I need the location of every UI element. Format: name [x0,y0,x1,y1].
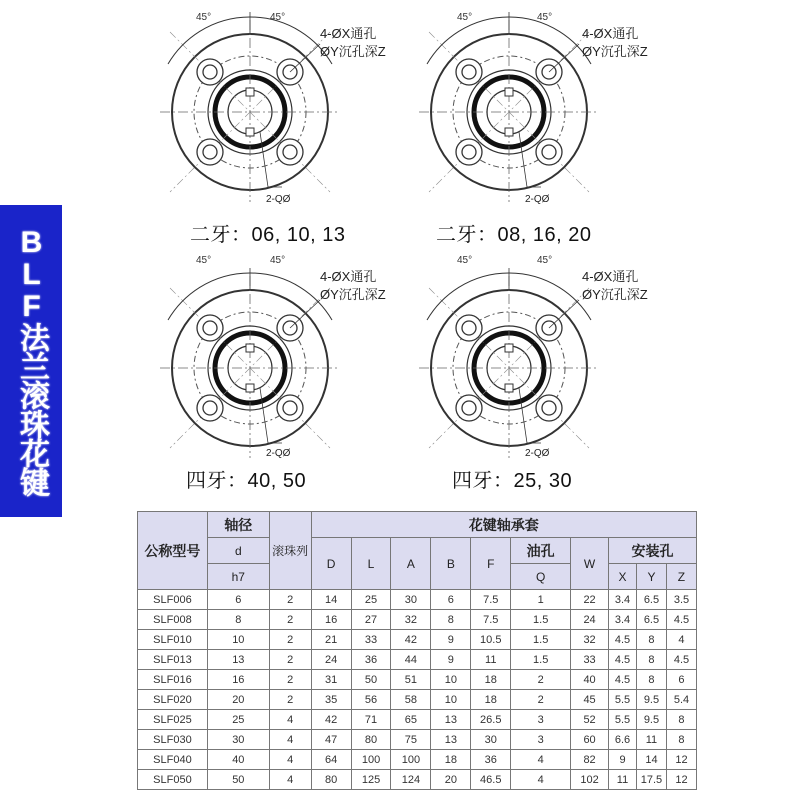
cell-rows: 4 [269,750,311,770]
cell-F: 18 [471,690,511,710]
cell-Q: 1 [511,590,571,610]
cell-Q: 1.5 [511,630,571,650]
spec-table [137,511,697,790]
cell-d: 30 [207,730,269,750]
cell-rows: 2 [269,610,311,630]
cell-F: 7.5 [471,610,511,630]
header-W: W [571,538,609,590]
banner-title: BLF法兰滚珠花键 [15,226,48,496]
cell-B: 18 [431,750,471,770]
cell-W: 24 [571,610,609,630]
cell-d: 8 [207,610,269,630]
cell-L: 56 [351,690,391,710]
cell-W: 102 [571,770,609,790]
cell-F: 36 [471,750,511,770]
cell-D: 80 [311,770,351,790]
header-rows: 滚珠列 [269,512,311,590]
flange-diagram-2 [419,12,648,205]
cell-Y: 17.5 [636,770,666,790]
cell-A: 65 [391,710,431,730]
cell-A: 32 [391,610,431,630]
angle-label-left: 45° [457,12,473,23]
cell-X: 4.5 [609,650,637,670]
cell-B: 9 [431,650,471,670]
cell-Q: 4 [511,770,571,790]
cell-W: 82 [571,750,609,770]
through-hole-label: 4-ØX通孔 [582,26,639,41]
cell-F: 26.5 [471,710,511,730]
cell-B: 20 [431,770,471,790]
cell-L: 125 [351,770,391,790]
cell-d: 13 [207,650,269,670]
cell-A: 124 [391,770,431,790]
table-row [138,690,697,710]
cell-B: 8 [431,610,471,630]
through-hole-label: 4-ØX通孔 [582,269,639,284]
cell-d: 20 [207,690,269,710]
cell-F: 10.5 [471,630,511,650]
cell-rows: 4 [269,730,311,750]
cell-B: 6 [431,590,471,610]
cell-F: 7.5 [471,590,511,610]
cell-Y: 6.5 [636,610,666,630]
flange-diagram-4 [419,255,648,459]
header-mount: 安装孔 [609,538,697,564]
header-F: F [471,538,511,590]
header-Y: Y [636,564,666,590]
cell-D: 64 [311,750,351,770]
cell-B: 13 [431,710,471,730]
cell-model: SLF006 [138,590,208,610]
cell-F: 46.5 [471,770,511,790]
cell-Z: 12 [666,770,696,790]
cell-Q: 3 [511,710,571,730]
cell-rows: 4 [269,710,311,730]
diagram-caption-3: 四牙：40, 50 [186,470,307,492]
table-row [138,590,697,610]
cell-rows: 2 [269,590,311,610]
cell-rows: 2 [269,650,311,670]
cell-Z: 8 [666,710,696,730]
header-Q: Q [511,564,571,590]
table-row [138,670,697,690]
cell-Y: 9.5 [636,690,666,710]
cell-L: 33 [351,630,391,650]
cell-A: 42 [391,630,431,650]
header-L: L [351,538,391,590]
oil-hole-label: 2-QØ [525,448,550,459]
cell-B: 9 [431,630,471,650]
header-h7: h7 [207,564,269,590]
angle-label-left: 45° [196,255,212,266]
cell-model: SLF013 [138,650,208,670]
table-row [138,750,697,770]
cell-X: 4.5 [609,670,637,690]
cell-W: 52 [571,710,609,730]
cell-Y: 8 [636,630,666,650]
cell-X: 11 [609,770,637,790]
cell-model: SLF030 [138,730,208,750]
cell-F: 11 [471,650,511,670]
cell-W: 33 [571,650,609,670]
table-row [138,710,697,730]
cell-X: 5.5 [609,690,637,710]
cell-Z: 12 [666,750,696,770]
cell-X: 9 [609,750,637,770]
through-hole-label: 4-ØX通孔 [320,269,377,284]
oil-hole-label: 2-QØ [525,194,550,205]
spec-table-header [138,512,697,590]
cell-D: 16 [311,610,351,630]
cell-D: 42 [311,710,351,730]
cell-A: 44 [391,650,431,670]
cell-D: 21 [311,630,351,650]
header-shaft: 轴径 [207,512,269,538]
cell-Z: 3.5 [666,590,696,610]
cell-model: SLF040 [138,750,208,770]
cell-model: SLF008 [138,610,208,630]
cell-rows: 2 [269,690,311,710]
cell-rows: 2 [269,670,311,690]
cell-Q: 2 [511,690,571,710]
cell-A: 51 [391,670,431,690]
cell-Z: 8 [666,730,696,750]
cell-Q: 1.5 [511,650,571,670]
flange-diagram-3 [160,255,386,459]
cell-Q: 1.5 [511,610,571,630]
cell-X: 4.5 [609,630,637,650]
cell-B: 13 [431,730,471,750]
angle-label-right: 45° [270,255,286,266]
angle-label-right: 45° [270,12,286,23]
cell-A: 30 [391,590,431,610]
cell-Y: 11 [636,730,666,750]
cell-rows: 2 [269,630,311,650]
cell-Z: 6 [666,670,696,690]
diagram-caption-4: 四牙：25, 30 [452,470,573,492]
cell-X: 6.6 [609,730,637,750]
cell-model: SLF020 [138,690,208,710]
cell-d: 25 [207,710,269,730]
cell-d: 6 [207,590,269,610]
cell-X: 5.5 [609,710,637,730]
header-model: 公称型号 [138,512,208,590]
cell-D: 47 [311,730,351,750]
cell-A: 75 [391,730,431,750]
cell-model: SLF016 [138,670,208,690]
cell-Y: 8 [636,670,666,690]
cell-A: 58 [391,690,431,710]
cell-L: 100 [351,750,391,770]
counterbore-label: ØY沉孔深Z [582,287,648,302]
cell-D: 14 [311,590,351,610]
cell-Z: 4 [666,630,696,650]
cell-L: 80 [351,730,391,750]
header-B: B [431,538,471,590]
cell-X: 3.4 [609,610,637,630]
cell-L: 27 [351,610,391,630]
counterbore-label: ØY沉孔深Z [320,44,386,59]
cell-W: 40 [571,670,609,690]
cell-W: 32 [571,630,609,650]
diagram-caption-1: 二牙：06, 10, 13 [190,224,346,246]
through-hole-label: 4-ØX通孔 [320,26,377,41]
cell-d: 40 [207,750,269,770]
table-row [138,650,697,670]
table-row [138,630,697,650]
cell-model: SLF025 [138,710,208,730]
cell-Q: 3 [511,730,571,750]
cell-model: SLF050 [138,770,208,790]
oil-hole-label: 2-QØ [266,194,291,205]
cell-W: 60 [571,730,609,750]
cell-d: 50 [207,770,269,790]
cell-A: 100 [391,750,431,770]
cell-L: 36 [351,650,391,670]
cell-W: 22 [571,590,609,610]
cell-d: 10 [207,630,269,650]
cell-L: 50 [351,670,391,690]
cell-rows: 4 [269,770,311,790]
cell-D: 31 [311,670,351,690]
diagram-caption-2: 二牙：08, 16, 20 [436,224,592,246]
angle-label-left: 45° [196,12,212,23]
cell-F: 30 [471,730,511,750]
cell-D: 24 [311,650,351,670]
flange-diagram-1 [160,12,386,205]
cell-L: 71 [351,710,391,730]
header-X: X [609,564,637,590]
header-d: d [207,538,269,564]
spec-table-body [138,590,697,790]
table-row [138,730,697,750]
oil-hole-label: 2-QØ [266,448,291,459]
cell-model: SLF010 [138,630,208,650]
table-row [138,770,697,790]
header-Z: Z [666,564,696,590]
header-D: D [311,538,351,590]
cell-D: 35 [311,690,351,710]
cell-F: 18 [471,670,511,690]
angle-label-right: 45° [537,12,553,23]
cell-L: 25 [351,590,391,610]
cell-d: 16 [207,670,269,690]
cell-B: 10 [431,670,471,690]
cell-Z: 5.4 [666,690,696,710]
cell-Q: 2 [511,670,571,690]
cell-Z: 4.5 [666,610,696,630]
cell-Y: 14 [636,750,666,770]
angle-label-left: 45° [457,255,473,266]
cell-B: 10 [431,690,471,710]
cell-W: 45 [571,690,609,710]
header-A: A [391,538,431,590]
counterbore-label: ØY沉孔深Z [582,44,648,59]
cell-Z: 4.5 [666,650,696,670]
cell-Y: 6.5 [636,590,666,610]
header-oil: 油孔 [511,538,571,564]
angle-label-right: 45° [537,255,553,266]
counterbore-label: ØY沉孔深Z [320,287,386,302]
header-sleeve: 花键轴承套 [311,512,696,538]
cell-Y: 8 [636,650,666,670]
cell-Y: 9.5 [636,710,666,730]
cell-X: 3.4 [609,590,637,610]
table-row [138,610,697,630]
cell-Q: 4 [511,750,571,770]
